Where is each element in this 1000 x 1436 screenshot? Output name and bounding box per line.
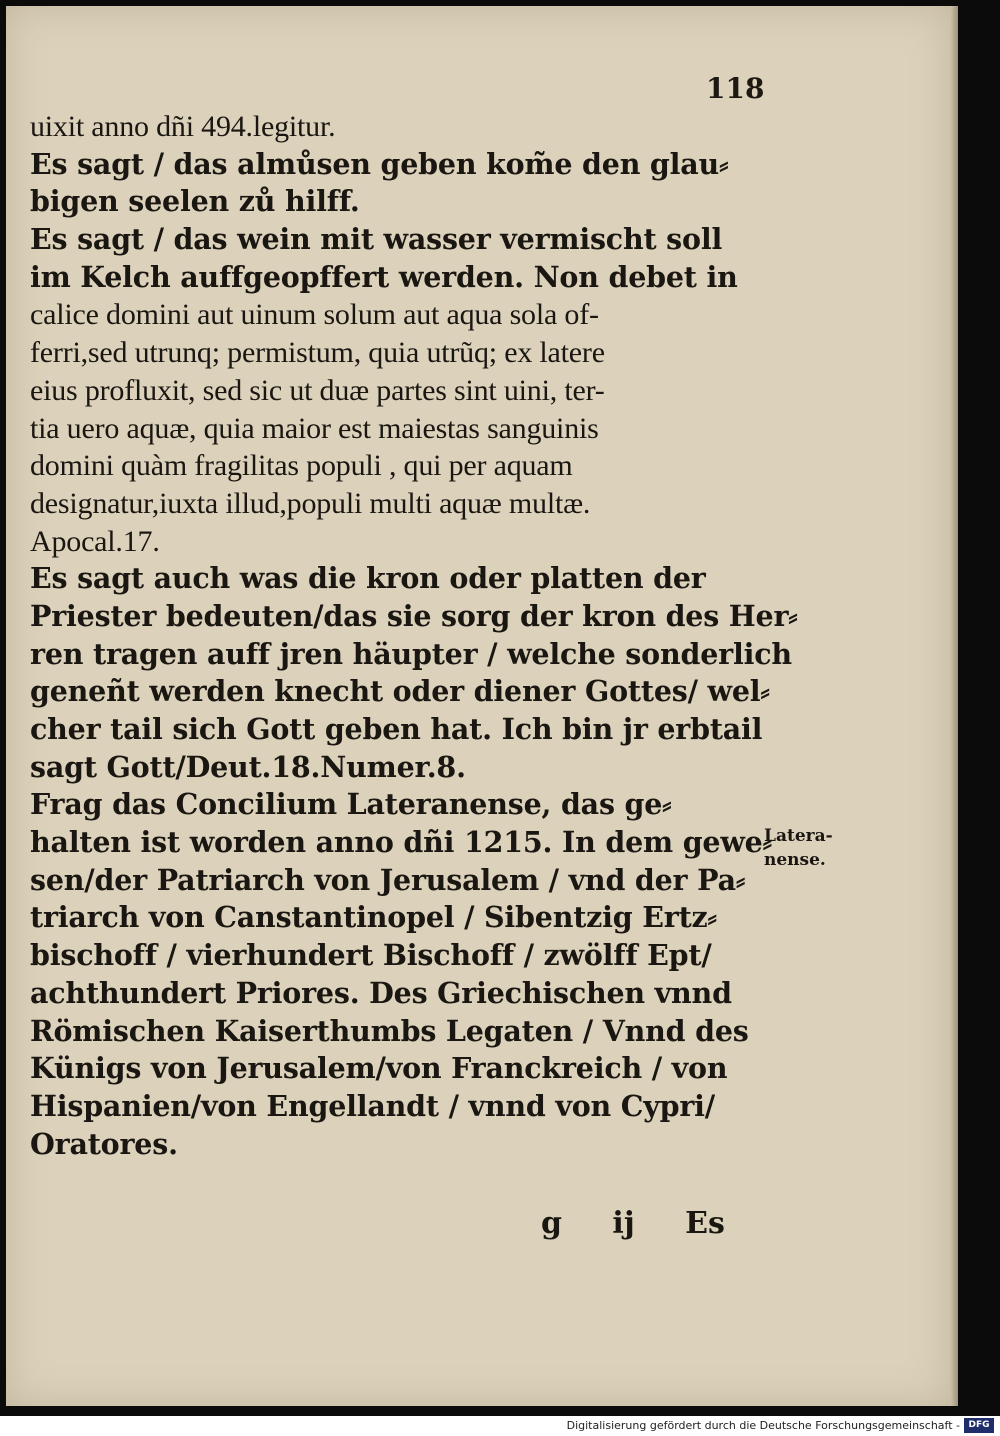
- text-line: domini quàm fragilitas populi , qui per aquam: [30, 449, 573, 483]
- text-line: achthundert Priores. Des Griechischen vnnd: [30, 975, 732, 1010]
- margin-note-line: Latera-: [764, 826, 833, 846]
- text-line: Hispanien/von Engellandt / vnnd von Cypri/: [30, 1088, 715, 1123]
- text-line: sen/der Patriarch von Jerusalem / vnd der Pa⸗: [30, 862, 746, 897]
- text-line: im Kelch auffgeopffert werden. Non debet in: [30, 259, 738, 294]
- text-line: bischoff / vierhundert Bischoff / zwölff Ept/: [30, 938, 712, 973]
- text-line: ferri,sed utrunq; permistum, quia utrũq; ex latere: [30, 336, 605, 370]
- text-line: Es sagt / das wein mit wasser vermischt soll: [30, 222, 723, 257]
- text-line: bigen seelen zů hilff.: [30, 184, 360, 219]
- text-line: designatur,iuxta illud,populi multi aquæ multæ.: [30, 486, 591, 520]
- text-line: Oratores.: [30, 1126, 178, 1161]
- page-edge: [950, 6, 958, 1406]
- body-text: [30, 108, 798, 1163]
- text-line: sagt Gott/Deut.18.Numer.8.: [30, 749, 466, 784]
- signature-catchword: g ij Es: [541, 1206, 725, 1241]
- digitization-footer: [0, 1416, 1000, 1436]
- text-line: Frag das Concilium Lateranense, das ge⸗: [30, 787, 672, 822]
- text-line: Apocal.17.: [30, 524, 160, 558]
- text-line: halten ist worden anno dñi 1215. In dem gewe⸗: [30, 825, 772, 860]
- page-number: 118: [706, 72, 765, 105]
- text-line: Künigs von Jerusalem/von Franckreich / von: [30, 1051, 728, 1086]
- text-line: cher tail sich Gott geben hat. Ich bin jr erbtail: [30, 712, 763, 746]
- dfg-logo[interactable]: DFG: [964, 1418, 994, 1433]
- footer-credit: Digitalisierung gefördert durch die Deutsche Forschungsgemeinschaft -: [566, 1419, 960, 1432]
- text-line: calice domini aut uinum solum aut aqua sola of-: [30, 298, 599, 332]
- text-line: triarch von Canstantinopel / Sibentzig Ertz⸗: [30, 900, 717, 935]
- text-line: geneñt werden knecht oder diener Gottes/ wel⸗: [30, 674, 770, 709]
- margin-note: [764, 824, 833, 872]
- margin-note-line: nense.: [764, 850, 826, 870]
- book-page: [6, 6, 950, 1406]
- text-line: uixit anno dñi 494.legitur.: [30, 110, 336, 143]
- text-line: ren tragen auff jren häupter / welche sonderlich: [30, 636, 792, 671]
- text-line: eius profluxit, sed sic ut duæ partes sint uini, ter-: [30, 373, 605, 407]
- text-line: Es sagt / das almůsen geben kom̃e den glau⸗: [30, 146, 729, 181]
- text-line: Römischen Kaiserthumbs Legaten / Vnnd des: [30, 1013, 749, 1048]
- text-line: Es sagt auch was die kron oder platten der: [30, 561, 706, 596]
- text-line: Priester bedeuten/das sie sorg der kron des Her⸗: [30, 598, 798, 633]
- text-line: tia uero aquæ, quia maior est maiestas sanguinis: [30, 411, 599, 445]
